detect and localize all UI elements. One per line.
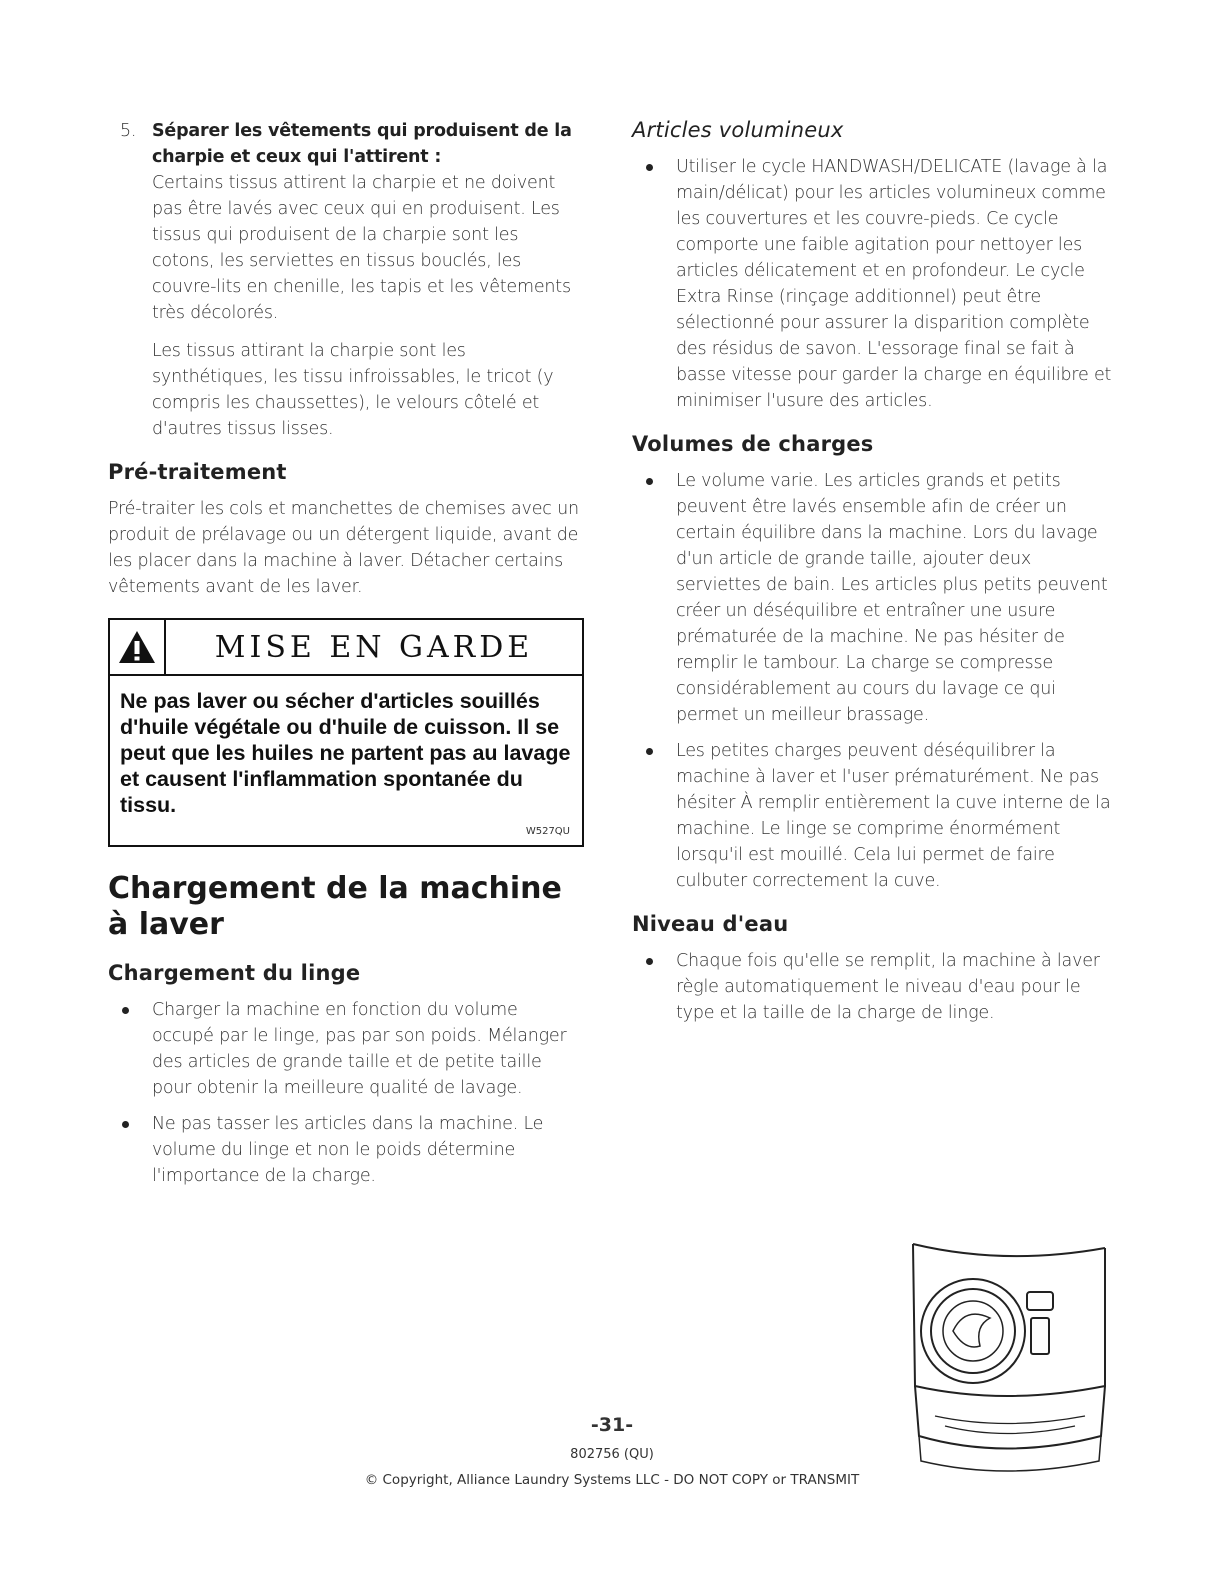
list-item: Chaque fois qu'elle se remplit, la machine à laver règle automatiquement le niveau d'eau pour le type et la taille de la charge de linge. [632, 948, 1112, 1026]
bullet-icon [122, 1121, 129, 1128]
warning-box [108, 618, 584, 847]
pretreat-heading: Pré-traitement [108, 460, 287, 484]
item-title: Séparer les vêtements qui produisent de la charpie et ceux qui l'attirent : [152, 121, 572, 167]
left-column [108, 118, 584, 1207]
list-item: Utiliser le cycle HANDWASH/DELICATE (lavage à la main/délicat) pour les articles volumineux comme les couvertures et les couvre-pieds. Ce cycle comporte une faible agitation pour nettoyer les articles délicatement et en profondeur. Le cycle Extra Rinse (rinçage additionnel) peut être sélectionné pour assurer la disparition complète des résidus de savon. L'essorage final se fait à basse vitesse pour garder la charge en équilibre et minimiser l'usure des articles. [632, 154, 1112, 414]
list-item: Charger la machine en fonction du volume occupé par le linge, pas par son poids. Mélanger des articles de grande taille et de petite taille pour obtenir la meilleure qualité de lavage. [108, 997, 584, 1101]
loads-heading: Volumes de charges [632, 432, 874, 456]
warning-text: Ne pas laver ou sécher d'articles souillés d'huile végétale ou d'huile de cuisson. Il se peut que les huiles ne partent pas au lavage et causent l'inflammation spontanée du tissu. [120, 689, 571, 817]
bullet-icon [646, 958, 653, 965]
right-column [632, 118, 1112, 1044]
loads-bullets [632, 468, 1112, 894]
pretreat-text: Pré-traiter les cols et manchettes de chemises avec un produit de prélavage ou un détergent liquide, avant de les placer dans la machine à laver. Détacher certains vêtements avant de les laver. [108, 499, 579, 597]
list-item: Le volume varie. Les articles grands et petits peuvent être lavés ensemble afin de créer un certain équilibre dans la machine. Lors du lavage d'un article de grande taille, ajouter deux serviettes de bain. Les articles plus petits peuvent créer un déséquilibre et entraîner une usure prématurée de la machine. Ne pas hésiter de remplir le tambour. La charge se compresse considérablement au cours du lavage ce qui permet un meilleur brassage. [632, 468, 1112, 728]
list-item: Les petites charges peuvent déséquilibrer la machine à laver et l'user prématurément. Ne pas hésiter À remplir entièrement la cuve interne de la machine. Le linge se comprime énormément lorsqu'il est mouillé. Cela lui permet de faire culbuter correctement la cuve. [632, 738, 1112, 894]
warning-code: W527QU [525, 826, 570, 837]
washing-machine-illustration [905, 1236, 1115, 1481]
water-bullets [632, 948, 1112, 1026]
copyright-notice: © Copyright, Alliance Laundry Systems LLC - DO NOT COPY or TRANSMIT [364, 1472, 860, 1488]
bullet-icon [646, 748, 653, 755]
water-heading: Niveau d'eau [632, 912, 789, 936]
warning-triangle-icon [110, 620, 166, 674]
bulky-bullets [632, 154, 1112, 414]
warning-title: MISE EN GARDE [214, 629, 534, 665]
bullet-icon [122, 1007, 129, 1014]
page-number: -31- [590, 1414, 634, 1436]
item-paragraph-2: Les tissus attirant la charpie sont les synthétiques, les tissu infroissables, le tricot (y compris les chaussettes), le velours côtelé et d'autres tissus lisses. [152, 341, 554, 439]
item-paragraph-1: Certains tissus attirent la charpie et ne doivent pas être lavés avec ceux qui en produisent. Les tissus qui produisent de la charpie sont les cotons, les serviettes en tissus bouclés, les couvre-lits en chenille, les tapis et les vêtements très décolorés. [152, 173, 571, 323]
bullet-icon [646, 164, 653, 171]
list-item: Ne pas tasser les articles dans la machine. Le volume du linge et non le poids détermine l'importance de la charge. [108, 1111, 584, 1189]
document-number: 802756 (QU) [570, 1447, 654, 1462]
loading-heading: Chargement du linge [108, 961, 361, 985]
bullet-icon [646, 478, 653, 485]
section-title: Chargement de la machine à laver [108, 871, 562, 942]
bulky-heading: Articles volumineux [632, 118, 844, 142]
item-number: 5. [120, 121, 137, 141]
warning-header [110, 620, 582, 676]
numbered-item-5 [108, 118, 584, 442]
loading-bullets [108, 997, 584, 1189]
